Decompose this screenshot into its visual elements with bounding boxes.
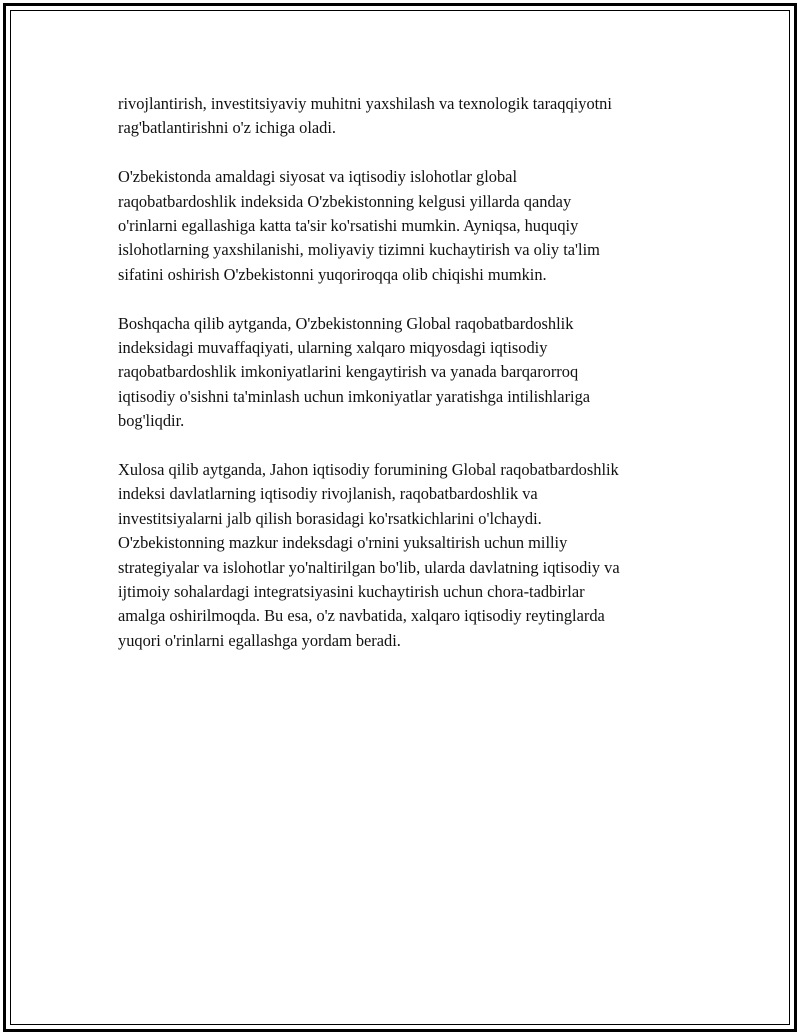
text-line: rivojlantirish, investitsiyaviy muhitni yaxshilash va texnologik taraqqiyotni [118, 94, 612, 113]
text-line: yuqori o'rinlarni egallashga yordam beradi. [118, 630, 401, 650]
text-line: O'zbekistonda amaldagi siyosat va iqtisodiy islohotlar global [118, 167, 517, 187]
text-line: O'zbekistonning mazkur indeksdagi o'rnini yuksaltirish uchun milliy [118, 533, 568, 553]
text-line: indeksidagi muvaffaqiyati, ularning xalqaro miqyosdagi iqtisodiy [118, 338, 548, 358]
text-line: ijtimoiy sohalardagi integratsiyasini kuchaytirish uchun chora-tadbirlar [118, 582, 585, 602]
paragraph-1 [118, 92, 688, 141]
paragraph-2 [118, 165, 688, 287]
text-line: investitsiyalarni jalb qilish borasidagi ko'rsatkichlarini o'lchaydi. [118, 508, 542, 528]
text-line: islohotlarning yaxshilanishi, moliyaviy tizimni kuchaytirish va oliy ta'lim [118, 240, 600, 260]
text-line: amalga oshirilmoqda. Bu esa, o'z navbatida, xalqaro iqtisodiy reytinglarda [118, 606, 605, 626]
text-line: indeksi davlatlarning iqtisodiy rivojlanish, raqobatbardoshlik va [118, 484, 538, 504]
text-line: sifatini oshirish O'zbekistonni yuqoriroqqa olib chiqishi mumkin. [118, 264, 547, 284]
document-body [118, 92, 688, 678]
text-line: raqobatbardoshlik indeksida O'zbekistonning kelgusi yillarda qanday [118, 191, 572, 211]
paragraph-4 [118, 458, 688, 653]
text-line: raqobatbardoshlik imkoniyatlarini kengaytirish va yanada barqarorroq [118, 362, 579, 382]
text-line: bog'liqdir. [118, 411, 185, 431]
text-line: strategiyalar va islohotlar yo'naltirilgan bo'lib, ularda davlatning iqtisodiy va [118, 557, 620, 577]
text-line: o'rinlarni egallashiga katta ta'sir ko'rsatishi mumkin. Ayniqsa, huquqiy [118, 216, 579, 236]
text-line: Boshqacha qilib aytganda, O'zbekistonning Global raqobatbardoshlik [118, 313, 574, 333]
text-line: iqtisodiy o'sishni ta'minlash uchun imkoniyatlar yaratishga intilishlariga [118, 386, 591, 406]
text-line: rag'batlantirishni o'z ichiga oladi. [118, 118, 337, 138]
paragraph-3 [118, 312, 688, 434]
text-line: Xulosa qilib aytganda, Jahon iqtisodiy forumining Global raqobatbardoshlik [118, 460, 619, 480]
